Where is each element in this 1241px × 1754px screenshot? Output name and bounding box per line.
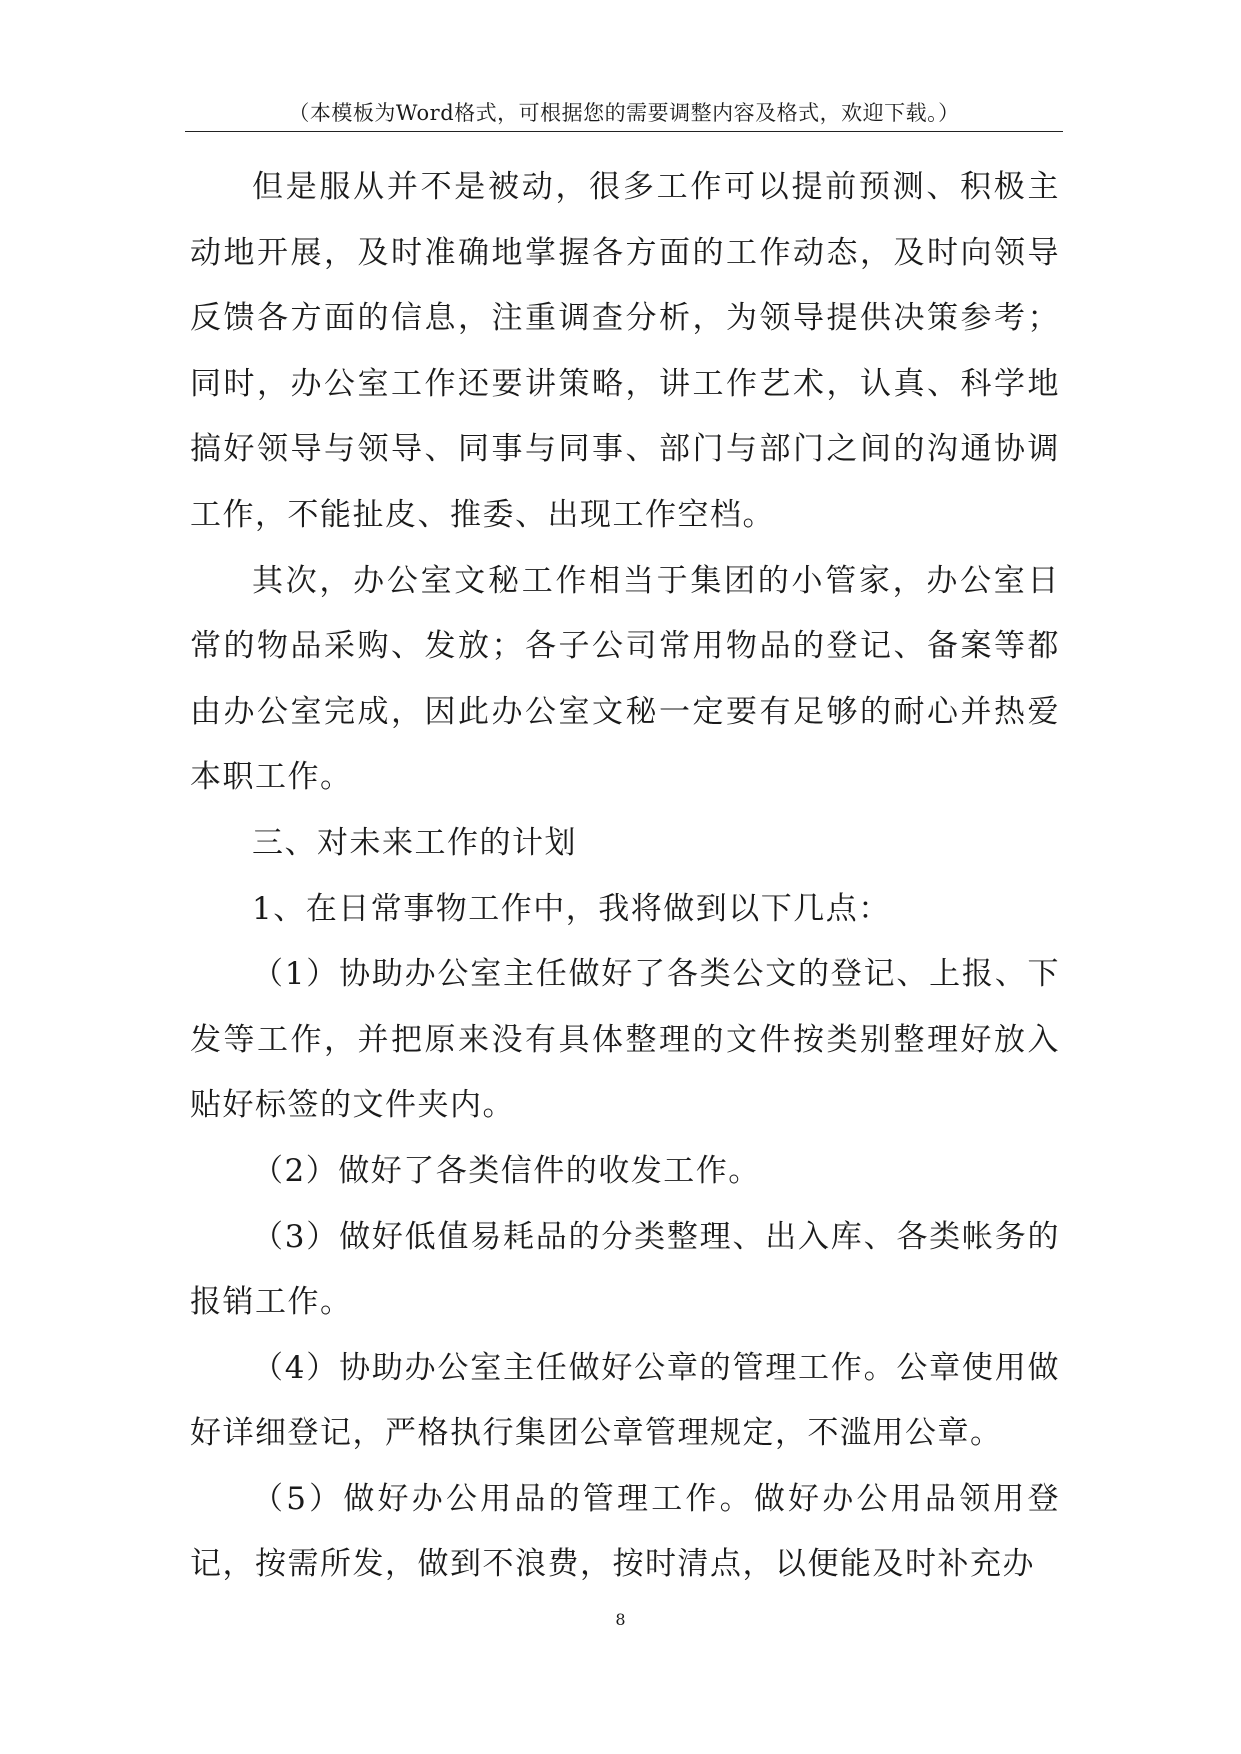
section-heading-future-plan: 三、对未来工作的计划 [252,824,577,861]
list-item-3: （3）做好低值易耗品的分类整理、出入库、各类帐务的报销工作。 [190,1218,1060,1321]
paragraph-housekeeper: 其次，办公室文秘工作相当于集团的小管家，办公室日常的物品采购、发放；各子公司常用物品的登记、备案等都由办公室完成，因此办公室文秘一定要有足够的耐心并热爱本职工作。 [190,562,1060,796]
page-header: （本模板为Word格式，可根据您的需要调整内容及格式，欢迎下载。） [288,101,960,125]
list-item-1: （1）协助办公室主任做好了各类公文的登记、上报、下发等工作，并把原来没有具体整理的文件按类别整理好放入贴好标签的文件夹内。 [190,956,1060,1124]
paragraph-obedience: 但是服从并不是被动，很多工作可以提前预测、积极主动地开展，及时准确地掌握各方面的工作动态，及时向领导反馈各方面的信息，注重调查分析，为领导提供决策参考；同时，办公室工作还要讲策略，讲工作艺术，认真、科学地搞好领导与领导、同事与同事、部门与部门之间的沟通协调工作，不能扯皮、推委、出现工作空档。 [190,169,1060,533]
list-item-2: （2）做好了各类信件的收发工作。 [252,1152,761,1189]
document-body [190,155,1060,1598]
page-number: 8 [615,1610,626,1629]
list-item-5: （5）做好办公用品的管理工作。做好办公用品领用登记，按需所发，做到不浪费，按时清点，以便能及时补充办 [190,1480,1060,1583]
header-divider [185,131,1063,132]
subsection-heading-daily-work: 1、在日常事物工作中，我将做到以下几点： [252,890,891,927]
list-item-4: （4）协助办公室主任做好公章的管理工作。公章使用做好详细登记，严格执行集团公章管理规定，不滥用公章。 [190,1349,1060,1452]
